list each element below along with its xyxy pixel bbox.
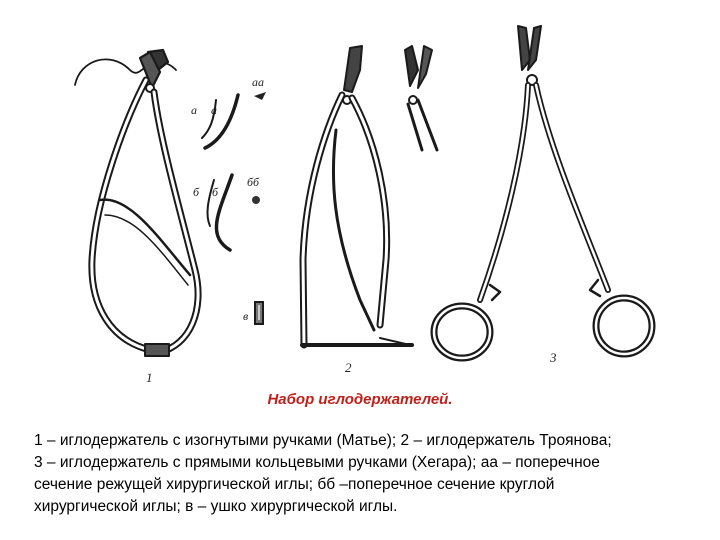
tool1-label: 1 [146, 370, 153, 385]
section-aa-left-label: а [191, 103, 197, 117]
caption-title: Набор иглодержателей. [267, 391, 453, 408]
tool2-label: 2 [345, 360, 352, 375]
caption-line: сечение режущей хирургической иглы; бб –поперечное сечение круглой [34, 476, 555, 493]
section-bb-small-label: бб [247, 175, 260, 189]
round-section-shape [252, 196, 260, 204]
caption-line: хирургической иглы; в – ушко хирургической иглы. [34, 498, 398, 515]
tool3-label: 3 [550, 350, 557, 365]
troyanov-jaw-detail [405, 46, 437, 150]
cutting-section-shape [254, 92, 266, 100]
needle-eye-label: в [243, 309, 249, 323]
section-bb-left-label: б [193, 185, 200, 199]
mathieu-needle-holder [75, 50, 198, 356]
caption-line: 1 – иглодержатель с изогнутыми ручками (Матье); 2 – иглодержатель Троянова; [34, 432, 612, 449]
caption-body [34, 430, 702, 518]
needle-eye-sketch [255, 302, 263, 324]
caption-line: 3 – иглодержатель с прямыми кольцевыми ручками (Хегара); аа – поперечное [34, 454, 600, 471]
troyanov-needle-holder [302, 46, 412, 345]
section-aa-right-label: а [211, 103, 217, 117]
hegar-needle-holder [434, 26, 652, 358]
cutting-needle-sketch [202, 95, 238, 148]
section-bb-right-label: б [212, 185, 219, 199]
section-aa-small-label: аа [252, 75, 264, 89]
